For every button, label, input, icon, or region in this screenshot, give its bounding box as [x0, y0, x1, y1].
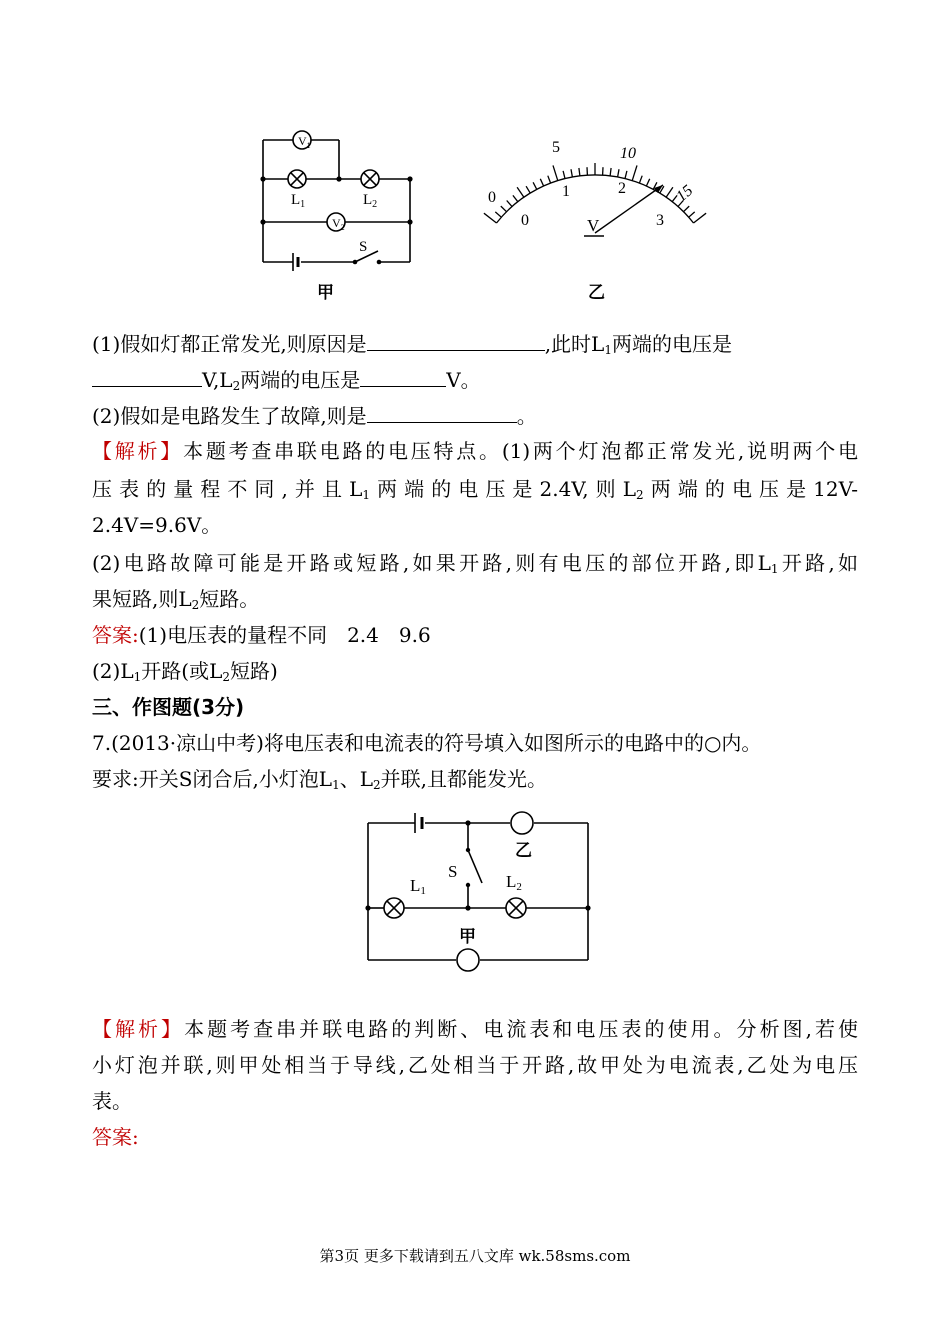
dial-tick	[684, 206, 690, 212]
inner-tick-2: 2	[618, 180, 626, 197]
dial-tick	[517, 187, 524, 197]
switch-label: S	[359, 239, 368, 255]
caption-jia: 甲	[317, 283, 334, 303]
dial-tick	[689, 212, 695, 217]
q7-line2: 要求:开关S闭合后,小灯泡$L_1$、$L_2$并联,且都能发光。	[92, 767, 547, 792]
caption-yi-2: 乙	[515, 841, 532, 861]
l2-label-2: L2	[506, 872, 522, 893]
dial-tick	[533, 182, 537, 189]
answer-blank-l2-voltage[interactable]	[360, 366, 446, 387]
v2-label: $V_2$	[332, 216, 345, 232]
dial-tick	[540, 179, 543, 186]
answer1-line2: $(2)L_1$开路(或$L_2$短路)	[92, 659, 278, 684]
analysis1-line4: (2)电路故障可能是开路或短路,如果开路,则有电压的部位开路,即$L_1$开路,如	[92, 551, 858, 576]
dial-tick	[513, 195, 518, 201]
analysis-tag: 【解析】	[92, 439, 184, 463]
l2-label: $L_2$	[363, 192, 378, 210]
q7-line1: 7.(2013·凉山中考)将电压表和电流表的符号填入如图所示的电路中的○内。	[92, 731, 762, 755]
dial-tick	[646, 179, 649, 186]
dial-tick	[553, 165, 558, 180]
analysis1-line1: 【解析】本题考查串联电路的电压特点。(1)两个灯泡都正常发光,说明两个电	[92, 439, 859, 463]
dial-tick	[571, 169, 572, 177]
dial-tick	[484, 213, 497, 223]
analysis1-line2: 压表的量程不同,并且$L_1$两端的电压是2.4V,则$L_2$两端的电压是12V-	[92, 477, 858, 502]
answer-blank-fault[interactable]	[367, 402, 517, 423]
dial-tick	[618, 169, 619, 177]
meter-needle	[595, 185, 663, 233]
q1-line1: (1)假如灯都正常发光,则原因是 ,此时$L_1$两端的电压是	[92, 332, 732, 357]
answer-tag: 答案:	[92, 623, 139, 647]
outer-tick-0: 0	[488, 189, 496, 206]
page-footer: 第3页 更多下载请到五八文库 wk.58sms.com	[319, 1247, 631, 1265]
dial-tick	[507, 201, 512, 207]
circuit-diagram-q7	[360, 805, 600, 980]
v1-label: $V_1$	[298, 134, 311, 150]
caption-yi: 乙	[588, 283, 605, 303]
dial-tick	[610, 168, 611, 176]
outer-tick-15: 15	[673, 181, 697, 206]
analysis2-line2: 小灯泡并联,则甲处相当于导线,乙处相当于开路,故甲处为电流表,乙处为电压	[92, 1053, 858, 1077]
circuit-diagram-jia	[255, 122, 425, 272]
switch-label-2: S	[448, 862, 458, 881]
section-title: 三、作图题(3分)	[92, 695, 245, 719]
dial-tick	[548, 176, 551, 183]
answer-blank-l1-voltage[interactable]	[92, 366, 202, 387]
dial-tick	[501, 206, 507, 212]
caption-jia-2: 甲	[459, 927, 476, 947]
answer-blank-reason[interactable]	[367, 330, 545, 351]
inner-tick-1: 1	[562, 183, 570, 200]
meter-unit: V	[587, 216, 600, 235]
dial-tick	[495, 212, 501, 217]
analysis2-line3: 表。	[92, 1089, 132, 1113]
dial-tick	[579, 168, 580, 176]
q2-line: (2)假如是电路发生了故障,则是 。	[92, 404, 537, 428]
voltmeter-dial	[480, 130, 710, 270]
outer-tick-5: 5	[552, 139, 560, 156]
analysis1-line3: 2.4V=9.6V。	[92, 513, 222, 537]
dial-tick	[632, 165, 637, 180]
q1-line2: $V,L_2$两端的电压是 V。	[92, 366, 481, 399]
dial-tick	[639, 176, 642, 183]
outer-tick-10: 10	[620, 145, 636, 162]
inner-tick-3: 3	[656, 212, 664, 229]
inner-tick-0: 0	[521, 212, 529, 229]
dial-tick	[526, 186, 530, 193]
l1-label: $L_1$	[291, 192, 306, 210]
dial-tick	[563, 171, 565, 179]
analysis1-line5: 果短路,则$L_2$短路。	[92, 587, 260, 612]
analysis-tag-2: 【解析】	[92, 1017, 185, 1041]
l1-label-2: L1	[410, 876, 426, 897]
dial-tick	[694, 213, 707, 223]
answer1-line1: 答案:(1)电压表的量程不同 2.4 9.6	[92, 623, 431, 647]
analysis2-line1: 【解析】本题考查串并联电路的判断、电流表和电压表的使用。分析图,若使	[92, 1017, 858, 1041]
answer2-tag: 答案:	[92, 1125, 139, 1149]
dial-tick	[625, 171, 627, 179]
